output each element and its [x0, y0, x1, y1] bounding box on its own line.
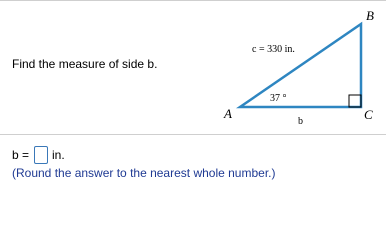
answer-input[interactable] — [34, 146, 48, 164]
section-divider — [0, 134, 386, 135]
triangle-shape — [240, 24, 361, 107]
question-prompt: Find the measure of side b. — [12, 57, 158, 71]
angle-label: 37 ° — [270, 93, 287, 104]
vertex-a-label: A — [224, 106, 232, 121]
answer-row — [12, 146, 65, 164]
right-angle-marker — [349, 95, 361, 107]
vertex-c-label: C — [364, 107, 373, 122]
answer-prefix: b = — [12, 148, 30, 162]
side-b-label: b — [298, 116, 303, 127]
side-c-label: c = 330 in. — [252, 44, 295, 55]
answer-unit: in. — [52, 148, 65, 162]
vertex-b-label: B — [366, 8, 374, 23]
rounding-instructions: (Round the answer to the nearest whole number.) — [12, 166, 276, 180]
